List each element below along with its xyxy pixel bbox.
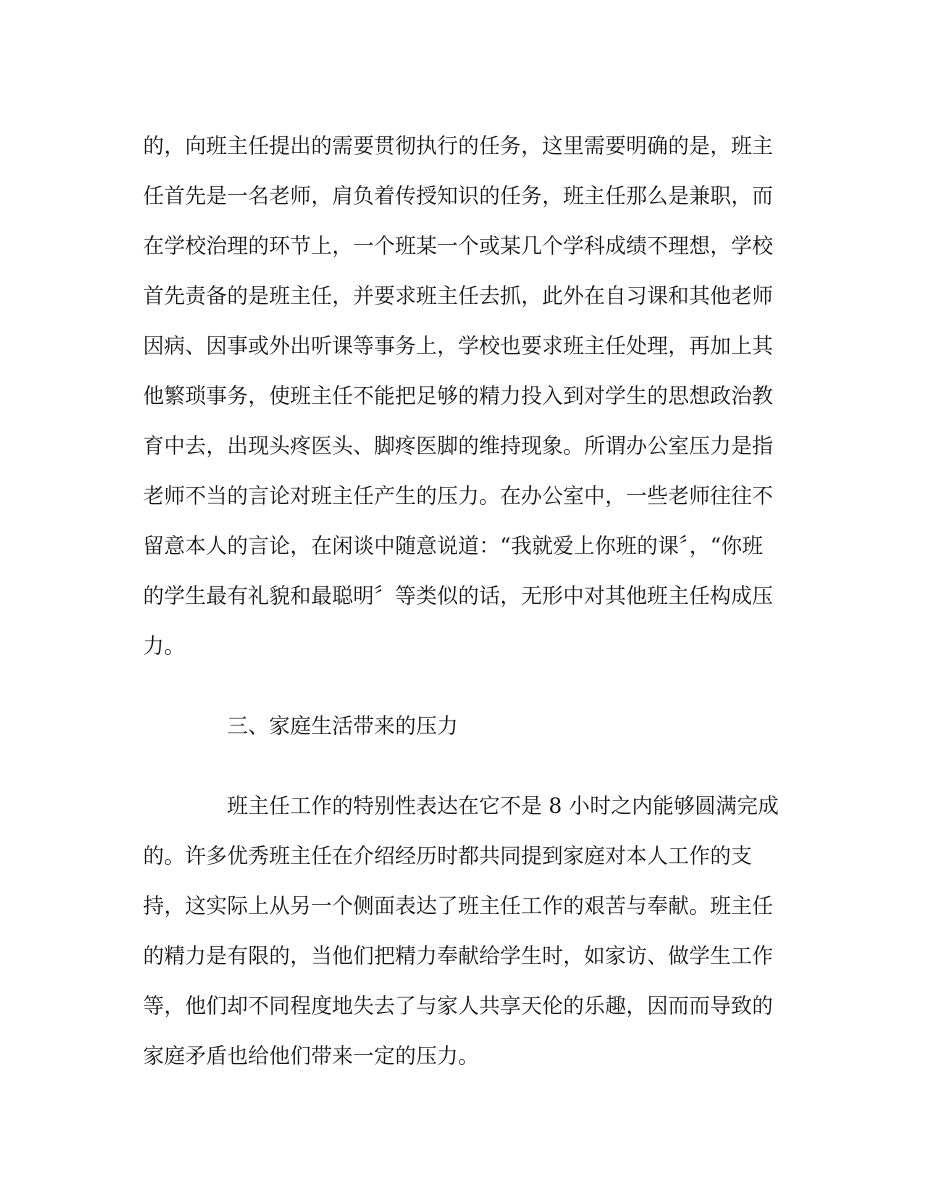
paragraph-line: 在学校治理的环节上，一个班某一个或某几个学科成绩不理想，学校: [143, 234, 773, 258]
paragraph-line: 的，向班主任提出的需要贯彻执行的任务，这里需要明确的是，班主: [143, 134, 773, 158]
paragraph-line: 他繁琐事务，使班主任不能把足够的精力投入到对学生的思想政治教: [143, 384, 773, 408]
paragraph-line: 力。: [143, 634, 185, 658]
paragraph-line: 的。许多优秀班主任在介绍经历时都共同提到家庭对本人工作的支: [143, 844, 752, 868]
paragraph-line: 任首先是一名老师，肩负着传授知识的任务，班主任那么是兼职，而: [143, 184, 773, 208]
paragraph-line: 老师不当的言论对班主任产生的压力。在办公室中，一些老师往往不: [143, 484, 773, 508]
paragraph-line: 等，他们却不同程度地失去了与家人共享天伦的乐趣，因而而导致的: [143, 994, 773, 1018]
paragraph-line: 班主任工作的特别性表达在它不是 8 小时之内能够圆满完成: [227, 794, 779, 818]
paragraph-line: 的精力是有限的，当他们把精力奉献给学生时，如家访、做学生工作: [143, 944, 773, 968]
paragraph-line: 留意本人的言论，在闲谈中随意说道：“我就爱上你班的课〞，“你班: [143, 534, 763, 558]
paragraph-line: 育中去，出现头疼医头、脚疼医脚的维持现象。所谓办公室压力是指: [143, 434, 773, 458]
section-heading: 三、家庭生活带来的压力: [227, 714, 458, 738]
paragraph-line: 首先责备的是班主任，并要求班主任去抓，此外在自习课和其他老师: [143, 284, 773, 308]
paragraph-line: 因病、因事或外出听课等事务上，学校也要求班主任处理，再加上其: [143, 334, 773, 358]
paragraph-line: 持，这实际上从另一个侧面表达了班主任工作的艰苦与奉献。班主任: [143, 894, 773, 918]
paragraph-line: 的学生最有礼貌和最聪明〞等类似的话，无形中对其他班主任构成压: [143, 584, 773, 608]
paragraph-line: 家庭矛盾也给他们带来一定的压力。: [143, 1044, 479, 1068]
